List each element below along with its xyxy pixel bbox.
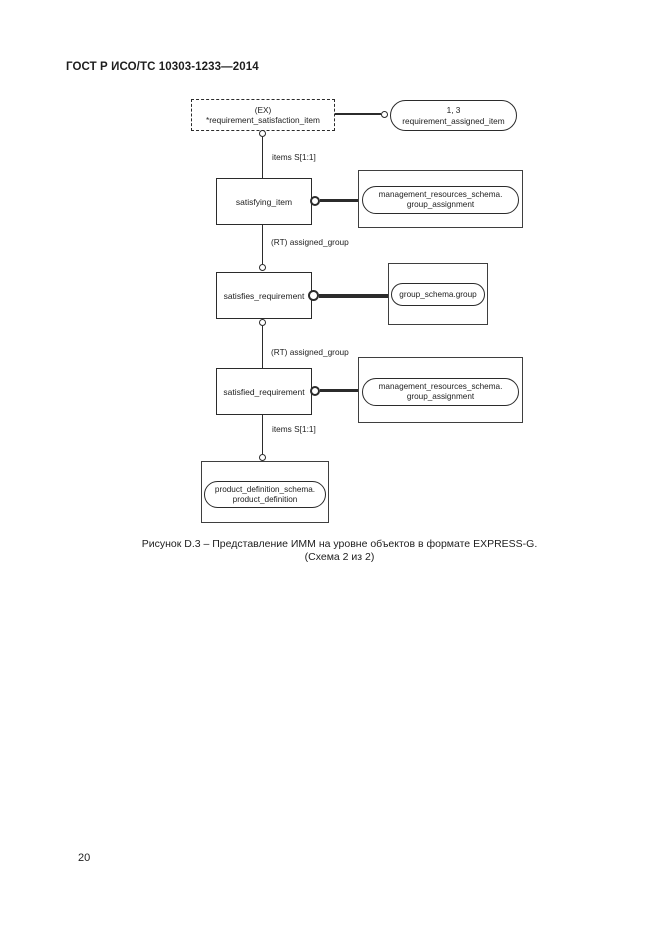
page-ref: 1, 3 xyxy=(446,105,461,115)
entity-name: *requirement_satisfaction_item xyxy=(206,115,320,125)
attr-edge-items-top xyxy=(262,137,263,178)
edge-end-circle xyxy=(259,264,266,271)
entity-satisfying-item xyxy=(216,178,312,225)
attr-edge-assigned-group-1 xyxy=(262,225,263,264)
attr-edge-assigned-group-2 xyxy=(262,326,263,368)
entity-name: satisfied_requirement xyxy=(223,386,305,397)
figure-caption-line1: Рисунок D.3 – Представление ИММ на уровне объектов в формате EXPRESS-G. xyxy=(141,538,538,550)
entity-group-assignment-top xyxy=(362,186,519,214)
edge-end-circle xyxy=(310,386,320,396)
entity-group-assignment-bottom xyxy=(362,378,519,406)
entity-name: group_schema.group xyxy=(399,289,477,299)
schema-name: product_definition_schema. xyxy=(214,484,316,494)
entity-product-definition xyxy=(204,481,326,508)
entity-name: product_definition xyxy=(232,494,298,504)
entity-name: requirement_assigned_item xyxy=(402,115,505,126)
edge-end-circle xyxy=(259,319,266,326)
entity-group-schema-group xyxy=(391,283,485,306)
schema-name: management_resources_schema. xyxy=(378,382,503,391)
edge-end-circle xyxy=(308,290,319,301)
attr-edge-items-bottom xyxy=(262,415,263,454)
attr-label-assigned-group-1: (RT) assigned_group xyxy=(271,237,349,247)
edge-end-circle xyxy=(381,111,388,118)
attr-label-assigned-group-2: (RT) assigned_group xyxy=(271,347,349,357)
figure-caption xyxy=(18,538,661,563)
document-header: ГОСТ Р ИСО/ТС 10303-1233—2014 xyxy=(66,61,259,73)
edge-satisfaction-to-assigned xyxy=(335,113,381,115)
entity-name: satisfies_requirement xyxy=(223,290,305,301)
schema-name: management_resources_schema. xyxy=(378,190,503,199)
pageref-oval-requirement-assigned-item xyxy=(390,100,517,131)
entity-name: satisfying_item xyxy=(235,196,293,207)
attr-label-items-bottom: items S[1:1] xyxy=(272,424,316,434)
edge-satisfied-to-group-assignment xyxy=(320,389,362,392)
entity-requirement-satisfaction-item xyxy=(191,99,335,131)
attr-label-items-top: items S[1:1] xyxy=(272,152,316,162)
edge-satisfies-to-group xyxy=(319,294,388,298)
entity-name: group_assignment xyxy=(406,392,475,401)
edge-end-circle xyxy=(310,196,320,206)
entity-satisfies-requirement xyxy=(216,272,312,319)
entity-satisfied-requirement xyxy=(216,368,312,415)
edge-end-circle xyxy=(259,130,266,137)
entity-name: group_assignment xyxy=(406,200,475,209)
edge-end-circle xyxy=(259,454,266,461)
page-number: 20 xyxy=(78,852,91,864)
entity-prefix: (EX) xyxy=(254,104,272,115)
edge-satisfying-to-group-assignment xyxy=(320,199,362,202)
figure-caption-line2: (Схема 2 из 2) xyxy=(304,550,375,563)
